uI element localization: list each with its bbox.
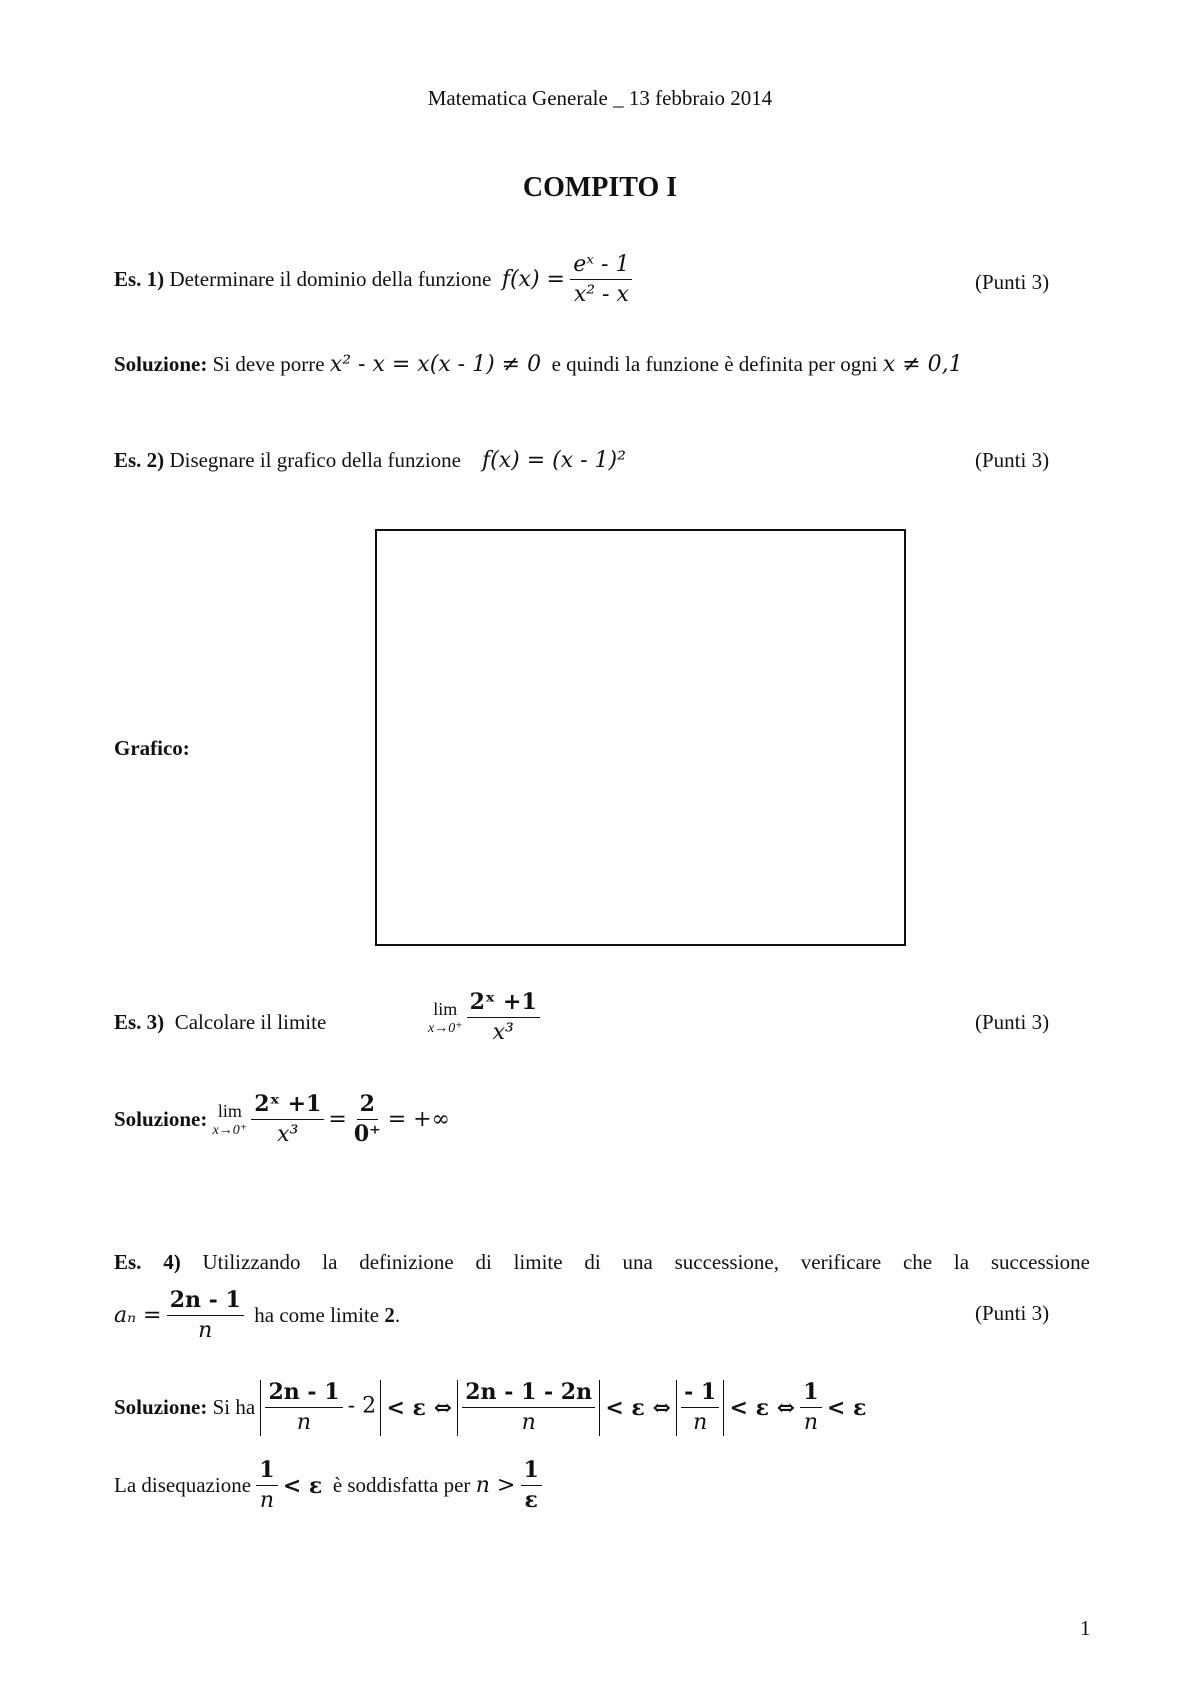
ex4-abs-num1: 2n - 1	[265, 1380, 342, 1408]
page-number: 1	[1080, 1616, 1091, 1640]
ex3-label: Es. 3)	[114, 1010, 165, 1034]
ex3-denominator: x³	[492, 1020, 514, 1046]
ex4-abs-den2: n	[521, 1410, 536, 1436]
ex1-points: (Punti 3)	[975, 270, 1050, 294]
ex3-solution-den1: x³	[277, 1122, 299, 1148]
ex2-statement	[114, 448, 626, 473]
ex1-text: Determinare il dominio della funzione	[169, 267, 492, 292]
ex4-text2: ha come limite	[254, 1303, 380, 1328]
ex3-solution-num2: 2	[357, 1092, 378, 1120]
ex3-points: (Punti 3)	[975, 1010, 1050, 1034]
ex1-solution-expression2: x ≠ 0,1	[882, 352, 963, 377]
ex4-statement	[114, 1250, 1090, 1275]
ex4-abs-fraction2	[462, 1380, 595, 1436]
ex3-fraction	[467, 990, 540, 1046]
ex4-text: Utilizzando la definizione di limite di una successione, verificare che la successione	[202, 1250, 1090, 1274]
ex1-solution-expression: x² - x = x(x - 1) ≠ 0	[329, 352, 542, 377]
ex4-lt-eps-3: < ε ⇔	[729, 1394, 796, 1421]
ex4-result-num: 1	[521, 1458, 542, 1486]
ex1-function-lhs: f(x) =	[501, 267, 565, 293]
ex3-solution-lim-subscript: x→0⁺	[212, 1122, 248, 1138]
ex4-lt-eps-end: < ε	[826, 1394, 867, 1421]
ex4-abs-term1	[260, 1380, 381, 1436]
ex3-solution-result: = +∞	[387, 1107, 450, 1133]
ex4-abs-den3: n	[693, 1410, 708, 1436]
ex2-text: Disegnare il grafico della funzione	[169, 448, 461, 472]
ex4-lt-eps-1: < ε ⇔	[386, 1394, 452, 1421]
ex3-solution-lim	[213, 1102, 248, 1138]
ex3-solution	[114, 1092, 450, 1148]
ex3-solution-num1: 2ˣ +1	[251, 1092, 324, 1120]
ex2-points: (Punti 3)	[975, 448, 1050, 472]
ex3-solution-den2: 0⁺	[353, 1121, 381, 1148]
ex3-lim-subscript: x→0⁺	[428, 1020, 463, 1036]
ex4-label: Es. 4)	[114, 1250, 181, 1274]
ex4-result-den: ε	[524, 1487, 538, 1514]
ex3-solution-label: Soluzione:	[114, 1107, 208, 1132]
ex4-n-gt: n >	[475, 1473, 516, 1499]
graph-answer-box	[375, 529, 906, 946]
ex1-fraction	[570, 252, 632, 308]
ex4-solution-text: Si ha	[212, 1395, 256, 1420]
exam-title: COMPITO I	[522, 172, 678, 203]
ex4-period: .	[394, 1303, 401, 1328]
ex4-abs-term2	[457, 1380, 600, 1436]
ex4-fraction-final	[800, 1380, 821, 1436]
ex1-solution-label: Soluzione:	[114, 352, 208, 376]
ex1-statement	[114, 252, 632, 308]
graph-label: Grafico:	[114, 736, 190, 760]
ex4-final-den: n	[803, 1410, 819, 1436]
ex3-solution-fraction1	[251, 1092, 324, 1148]
ex3-solution-fraction2	[351, 1092, 384, 1148]
ex4-result-fraction	[521, 1458, 542, 1514]
ex4-abs-term3	[676, 1380, 724, 1436]
ex4-minus-two: - 2	[347, 1393, 377, 1419]
ex3-lim-word: lim	[433, 998, 458, 1019]
ex1-solution	[114, 352, 963, 377]
ex4-abs-fraction3	[681, 1380, 719, 1436]
ex4-final-num: 1	[800, 1380, 821, 1408]
ex4-numerator: 2n - 1	[167, 1288, 244, 1316]
ex4-ineq-text2: è soddisfatta per	[332, 1473, 471, 1498]
ex1-solution-text: Si deve porre	[212, 352, 325, 376]
ex4-ineq-den: n	[259, 1488, 275, 1514]
ex4-points: (Punti 3)	[975, 1301, 1050, 1325]
ex4-sequence-lhs: aₙ =	[114, 1303, 162, 1329]
ex1-label: Es. 1)	[114, 267, 165, 292]
ex4-inequality	[114, 1458, 542, 1514]
ex4-limit-value: 2	[384, 1303, 395, 1328]
ex3-numerator: 2ˣ +1	[467, 990, 540, 1018]
document-header: Matematica Generale _ 13 febbraio 2014	[427, 86, 773, 110]
ex3-text: Calcolare il limite	[174, 1010, 327, 1034]
ex2-function: f(x) = (x - 1)²	[481, 448, 626, 473]
ex1-denominator: x² - x	[573, 282, 629, 308]
ex4-fraction	[167, 1288, 244, 1344]
ex2-label: Es. 2)	[114, 448, 165, 472]
ex3-lim-operator	[428, 1000, 463, 1036]
ex4-solution-label: Soluzione:	[114, 1395, 208, 1420]
ex4-abs-den1: n	[296, 1410, 312, 1436]
ex3-solution-lim-word: lim	[217, 1100, 242, 1121]
ex4-abs-fraction1	[265, 1380, 342, 1436]
ex4-solution	[114, 1380, 866, 1436]
ex4-lt-eps-2: < ε ⇔	[605, 1394, 671, 1421]
ex4-ineq-lt-eps: < ε	[282, 1472, 323, 1499]
ex3-solution-equals: =	[328, 1107, 347, 1133]
ex4-denominator: n	[198, 1318, 213, 1344]
ex4-ineq-fraction	[256, 1458, 277, 1514]
ex4-sequence	[114, 1288, 400, 1344]
ex4-abs-num3: - 1	[681, 1380, 719, 1408]
ex1-solution-text2: e quindi la funzione è definita per ogni	[551, 352, 878, 376]
ex4-abs-num2: 2n - 1 - 2n	[462, 1380, 595, 1408]
ex3-statement	[114, 1010, 326, 1035]
ex4-ineq-num: 1	[256, 1458, 277, 1486]
ex3-limit	[428, 990, 540, 1046]
ex4-ineq-text: La disequazione	[114, 1473, 252, 1498]
ex1-numerator: eˣ - 1	[570, 252, 632, 280]
